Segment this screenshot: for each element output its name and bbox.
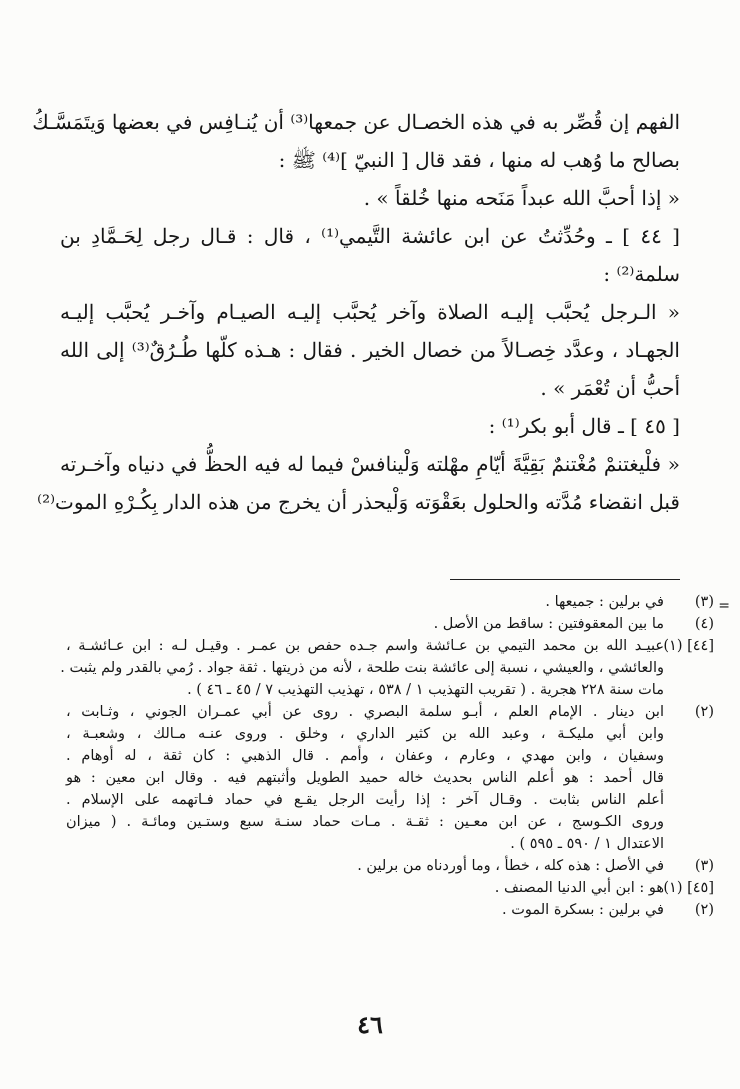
footnote-label: (٢): [694, 704, 714, 720]
footnote-text: والعائشي ، والعيشي ، نسبة إلى عائشة بنت طلحة ، لأنه من ذريتها . ثقة جواد . رُمي بالقدر ولم يثبت .: [60, 660, 664, 676]
footnote-label: [٤٥] (١): [663, 880, 714, 896]
footnote-text: هو : ابن أبي الدنيا المصنف .: [494, 880, 664, 896]
footnote-line: [66, 682, 714, 699]
footnote-label: (٣): [694, 594, 714, 610]
footnotes: [60, 594, 714, 924]
footnote-label: [٤٤] (١): [663, 638, 714, 654]
footnote-text: أعلم الناس بثابت . وقـال آخر : إذا رأيت الرجل يقـع في حماد فـاتهمه على الإسلام .: [66, 792, 664, 808]
footnote-line: [66, 726, 714, 743]
footnote-text: قال أحمد : هو أعلم الناس بحديث خاله حميد الطويل وأثبتهم فيه . وقال ابن معين : هو: [66, 770, 664, 786]
footnote-text: الاعتدال ١ / ٥٩٠ ـ ٥٩٥ ) .: [510, 836, 664, 852]
footnote-text: وروى الكـوسج ، عن ابن معـين : ثقـة . مـات حماد سنـة سبع وستـين ومائـة . ( ميزان: [66, 814, 664, 830]
text-line: أحبُّ أن تُعْمَر » .: [540, 376, 680, 400]
text-line: « فلْيغتنمْ مُغْتنمٌ بَقِيَّةَ أيّامِ مهْلته وَلْينافسْ فيما له فيه الحظُّ في دنياه وآخـرته: [60, 452, 680, 476]
footnote-line: [66, 814, 714, 831]
footnote-line: [66, 858, 714, 875]
text-line: « الـرجل يُحبَّب إليـه الصلاة وآخر يُحبَّب إليـه الصيـام وآخـر يُحبَّب إليـه: [60, 300, 680, 324]
footnote-line: [66, 704, 714, 721]
footnote-label: (٢): [694, 902, 714, 918]
footnote-text: وابن أبي مليكـة ، وعبد الله بن كثير الداري ، وخلق . وروى عنـه مـالك ، وشعبـة ،: [66, 726, 664, 742]
footnote-text: في برلين : جميعها .: [545, 594, 664, 610]
continuation-marker: =: [718, 598, 730, 614]
footnote-line: [66, 594, 714, 611]
footnote-label: (٤): [694, 616, 714, 632]
footnote-line: [66, 638, 714, 655]
footnote-line: [66, 770, 714, 787]
page-number: ٤٦: [357, 1010, 383, 1039]
footnote-divider: [450, 579, 680, 580]
footnote-line: [66, 748, 714, 765]
footnote-line: [66, 880, 714, 897]
text-line: بصالح ما وُهب له منها ، فقد قال [ النبيّ ]⁽⁴⁾ ﷺ :: [278, 148, 680, 172]
narration-heading: [ ٤٥ ] ـ قال أبو بكر⁽¹⁾ :: [488, 414, 680, 438]
footnote-line: [66, 792, 714, 809]
narration-heading: [ ٤٤ ] ـ وحُدِّثتُ عن ابن عائشة التَّيمي⁽¹⁾ ، قال : قـال رجل لِحَـمَّادِ بن: [60, 224, 680, 248]
footnote-text: ابن دينار . الإمام العلم ، أبـو سلمة البصري . روى عن أبي عمـران الجوني ، وثـابت ،: [66, 704, 664, 720]
footnote-text: في الأصل : هذه كله ، خطأ ، وما أوردناه من برلين .: [357, 858, 664, 874]
footnote-text: عبيـد الله بن محمد التيمي بن عـائشة واسم جـده حفص بن عمـر . وقيـل لـه : ابن عـائشـة ،: [66, 638, 664, 654]
footnote-line: [66, 902, 714, 919]
text-line: الفهم إن قُصِّر به في هذه الخصـال عن جمعها⁽³⁾ أن يُنـافِس في بعضها وَيتَمَسَّـكُ: [32, 110, 680, 134]
footnote-text: مات سنة ٢٢٨ هجرية . ( تقريب التهذيب ١ / ٥٣٨ ، تهذيب التهذيب ٧ / ٤٥ ـ ٤٦ ) .: [187, 682, 664, 698]
footnote-line: [66, 616, 714, 633]
footnote-text: ما بين المعقوفتين : ساقط من الأصل .: [433, 616, 664, 632]
footnote-line: [60, 660, 714, 677]
text-line: سلمة⁽²⁾ :: [603, 262, 680, 286]
hadith-quote: « إذا أحبَّ الله عبداً مَنَحه منها خُلقاً » .: [363, 186, 680, 210]
footnote-text: في برلين : بسكرة الموت .: [502, 902, 664, 918]
text-line: الجهـاد ، وعدَّد خِصـالاً من خصال الخير . فقال : هـذه كلّها طُـرُقٌ⁽³⁾ إلى الله: [60, 338, 680, 362]
footnote-label: (٣): [694, 858, 714, 874]
footnote-line: [66, 836, 714, 853]
footnote-text: وسفيان ، وابن مهدي ، وعارم ، وعفان ، وأمم . قال الذهبي : كان ثقة ، له أوهام .: [66, 748, 664, 764]
main-text: [32, 110, 680, 530]
text-line: قبل انقضاء مُدَّته والحلول بعَقْوَته وَلْيحذر أن يخرج من هذه الدار بِكُـرْهِ الموت⁽²⁾: [37, 490, 680, 514]
